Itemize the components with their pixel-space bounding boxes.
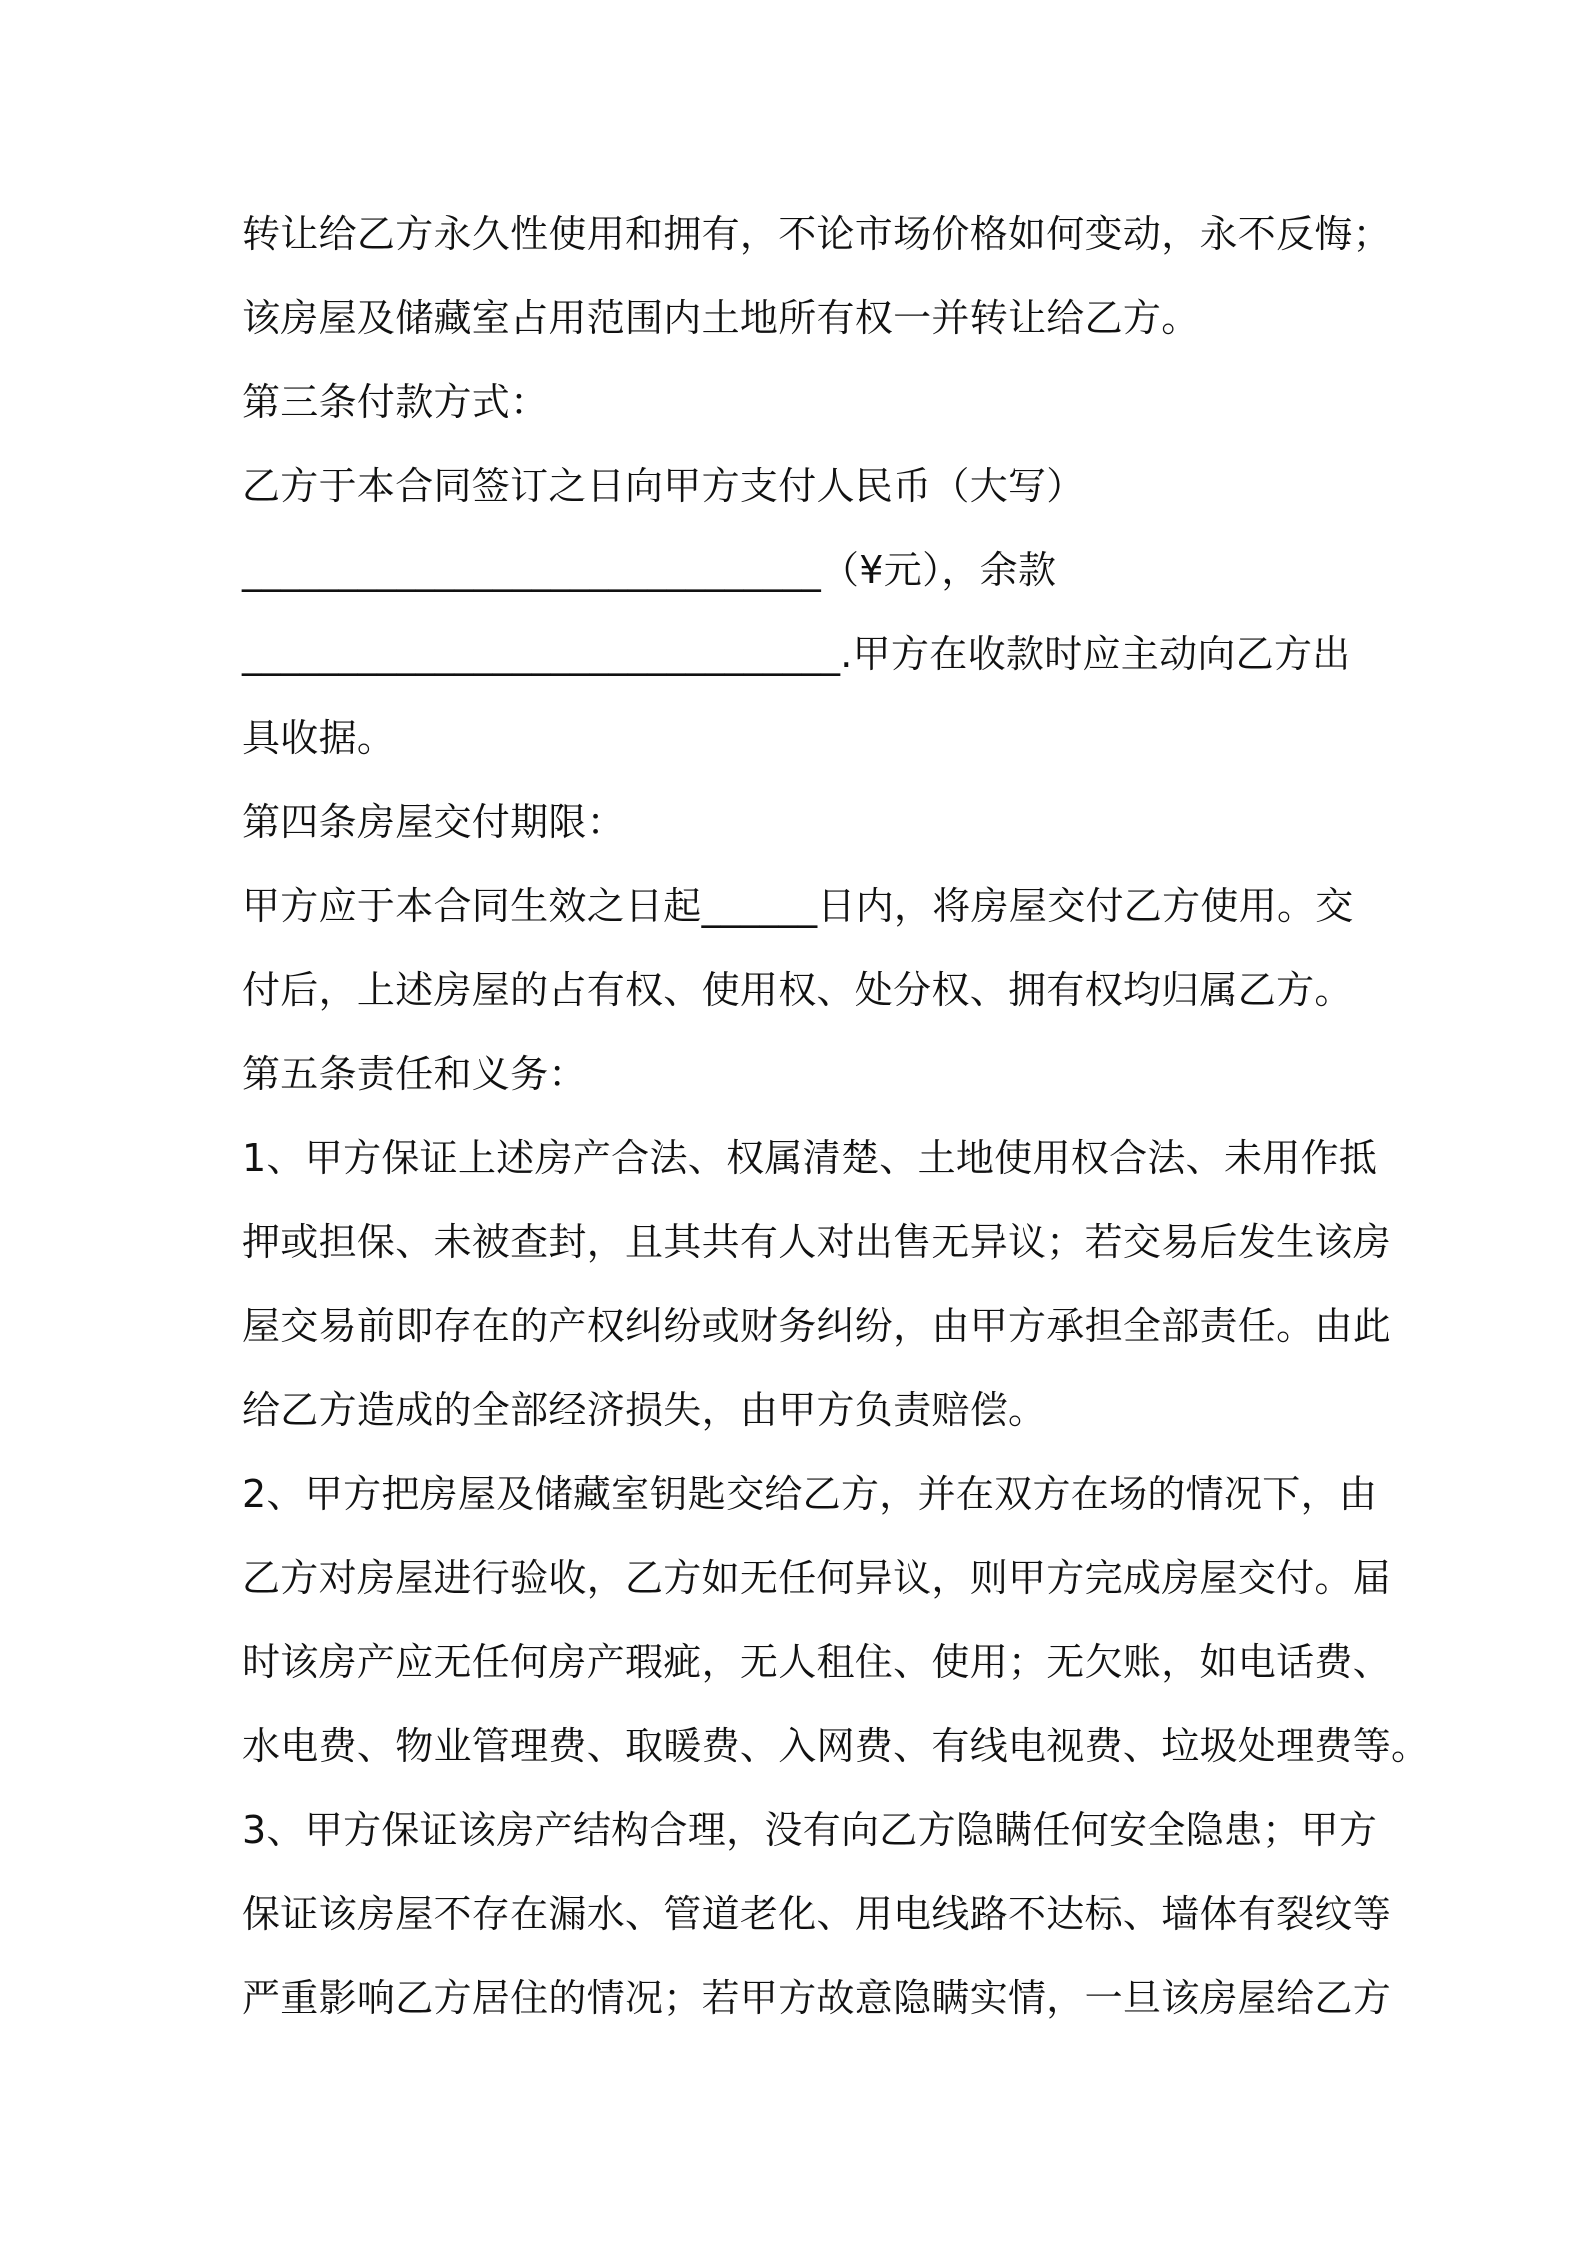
section-heading: 第四条房屋交付期限： — [242, 800, 626, 844]
text-line: 3、甲方保证该房产结构合理，没有向乙方隐瞒任何安全隐患；甲方 — [242, 1808, 1378, 1852]
text-line: 1、甲方保证上述房产合法、权属清楚、土地使用权合法、未用作抵 — [242, 1136, 1378, 1180]
text-line: 严重影响乙方居住的情况；若甲方故意隐瞒实情，一旦该房屋给乙方 — [242, 1976, 1392, 2020]
text-line: 付后，上述房屋的占有权、使用权、处分权、拥有权均归属乙方。 — [242, 968, 1353, 1012]
text-line: 该房屋及储藏室占用范围内土地所有权一并转让给乙方。 — [242, 296, 1200, 340]
text-line: 给乙方造成的全部经济损失，由甲方负责赔偿。 — [242, 1388, 1047, 1432]
text-line: 时该房产应无任何房产瑕疵，无人租住、使用；无欠账，如电话费、 — [242, 1640, 1392, 1684]
text-line: 水电费、物业管理费、取暖费、入网费、有线电视费、垃圾处理费等。 — [242, 1724, 1430, 1768]
text-line: 屋交易前即存在的产权纠纷或财务纠纷，由甲方承担全部责任。由此 — [242, 1304, 1392, 1348]
text-line: 押或担保、未被查封，且其共有人对出售无异议；若交易后发生该房 — [242, 1220, 1392, 1264]
section-heading: 第五条责任和义务： — [242, 1052, 587, 1096]
text-line: 2、甲方把房屋及储藏室钥匙交给乙方，并在双方在场的情况下，由 — [242, 1472, 1378, 1516]
text-line: ______________________________（¥元），余款 — [242, 548, 1057, 592]
text-line: 乙方对房屋进行验收，乙方如无任何异议，则甲方完成房屋交付。届 — [242, 1556, 1392, 1600]
text-line: _______________________________.甲方在收款时应主动向乙方出 — [242, 632, 1351, 676]
section-heading: 第三条付款方式： — [242, 380, 549, 424]
text-line: 保证该房屋不存在漏水、管道老化、用电线路不达标、墙体有裂纹等 — [242, 1892, 1392, 1936]
text-line: 具收据。 — [242, 716, 396, 760]
text-line: 乙方于本合同签订之日向甲方支付人民币（大写） — [242, 464, 1085, 508]
text-line: 转让给乙方永久性使用和拥有，不论市场价格如何变动，永不反悔； — [242, 212, 1392, 256]
text-line: 甲方应于本合同生效之日起______日内，将房屋交付乙方使用。交 — [242, 884, 1354, 928]
document-body — [242, 192, 1430, 2040]
